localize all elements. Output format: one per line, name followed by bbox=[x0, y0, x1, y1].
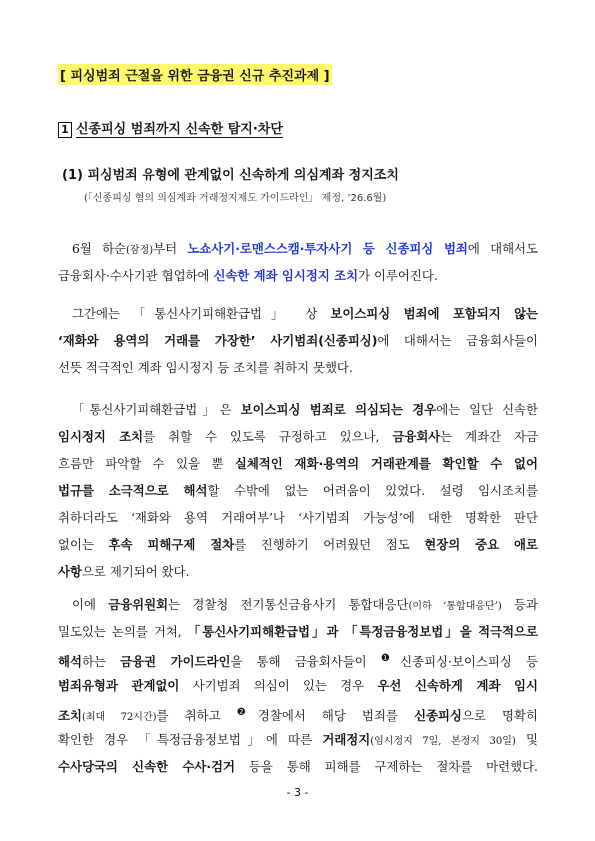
p3-line-3: 흐름만 파악할 수 있을 뿐 실체적인 재화·용역의 거래관계를 확인할 수 없어 bbox=[58, 456, 538, 471]
p4-line-7: 수사당국의 신속한 수사·검거 등을 통해 피해를 구제하는 절차를 마련했다. bbox=[58, 759, 538, 774]
section-title bbox=[58, 118, 283, 138]
page-number: - 3 - bbox=[286, 786, 309, 799]
section-number: 1 bbox=[58, 122, 72, 138]
p3-line-5: 취하더라도 ‘재화와 용역 거래여부’나 ‘사기범죄 가능성’에 대한 명확한 판단 bbox=[58, 510, 538, 525]
subsection-title: (1) 피싱범죄 유형에 관계없이 신속하게 의심계좌 정지조치 bbox=[62, 168, 399, 183]
p2-line-3: 선뜻 적극적인 계좌 임시정지 등 조치를 취하지 못했다. bbox=[58, 360, 353, 375]
p3-line-2: 임시정지 조치를 취할 수 있도록 규정하고 있으나, 금융회사는 계좌간 자금 bbox=[58, 429, 538, 444]
page-heading: [ 피싱범죄 근절을 위한 금융권 신규 추진과제 ] bbox=[58, 64, 332, 85]
p1-line-2: 금융회사·수사기관 협업하에 신속한 계좌 임시정지 조치가 이루어진다. bbox=[58, 268, 438, 283]
p3-line-1: 「통신사기피해환급법」은 보이스피싱 범죄로 의심되는 경우에는 일단 신속한 bbox=[72, 402, 538, 417]
paragraph-3 bbox=[58, 396, 538, 585]
p4-line-4: 범죄유형과 관계없이 사기범죄 의심이 있는 경우 우선 신속하게 계좌 임시 bbox=[58, 678, 538, 693]
subsection-note: (「신종피싱 혐의 의심계좌 거래정지제도 가이드라인」 제정, ’26.6월) bbox=[84, 193, 387, 204]
paragraph-2 bbox=[58, 300, 538, 381]
p3-line-7: 사항으로 제기되어 왔다. bbox=[58, 564, 190, 579]
p4-line-6: 확인한 경우 「특정금융정보법」에 따른 거래정지(임시정지 7일, 본정지 30일) 및 bbox=[58, 732, 538, 747]
p4-line-3: 해석하는 금융권 가이드라인을 통해 금융회사들이 $^❶$신종피싱·보이스피싱 등 bbox=[58, 653, 538, 670]
paragraph-1 bbox=[58, 235, 538, 289]
p1-line-1: 6월 하순(잠정)부터 노쇼사기·로맨스스캠·투자사기 등 신종피싱 범죄에 대해서도 bbox=[72, 241, 538, 256]
p4-line-2: 밀도있는 논의를 거쳐, 「통신사기피해환급법」과 「특정금융정보법」을 적극적으로 bbox=[58, 624, 538, 639]
p3-line-4: 법규를 소극적으로 해석할 수밖에 없는 어려움이 있었다. 설령 임시조치를 bbox=[58, 483, 538, 498]
p4-line-5: 조치(최대 72시간)를 취하고 $^❷$경찰에서 해당 범죄를 신종피싱으로 명확히 bbox=[58, 707, 538, 724]
paragraph-4 bbox=[58, 591, 538, 780]
section-title-text: 신종피싱 범죄까지 신속한 탐지·차단 bbox=[76, 122, 283, 137]
p4-line-1: 이에 금융위원회는 경찰청 전기통신금융사기 통합대응단(이하 ‘통합대응단’) 등과 bbox=[72, 597, 538, 612]
p2-line-1: 그간에는 「통신사기피해환급법」 상 보이스피싱 범죄에 포함되지 않는 bbox=[72, 306, 538, 321]
p2-line-2: ‘재화와 용역의 거래를 가장한’ 사기범죄(신종피싱)에 대해서는 금융회사들이 bbox=[58, 333, 538, 348]
p3-line-6: 없이는 후속 피해구제 절차를 진행하기 어려웠던 점도 현장의 중요 애로 bbox=[58, 537, 538, 552]
